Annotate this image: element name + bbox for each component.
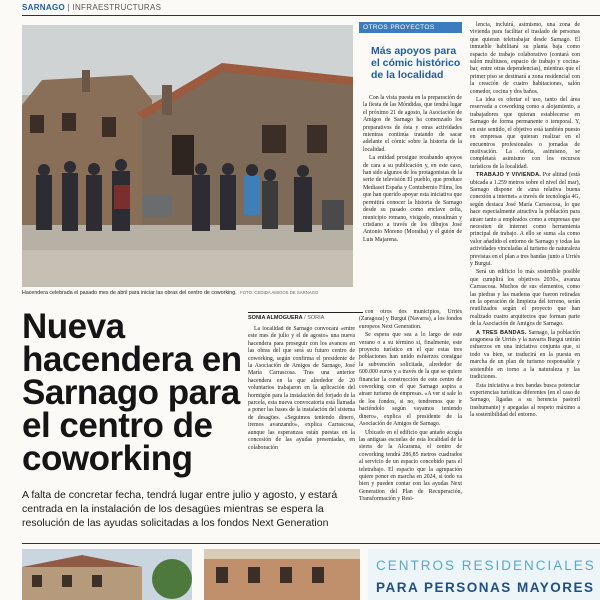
subsection-name: INFRAESTRUCTURAS — [72, 3, 162, 12]
sidebar-body — [363, 95, 462, 244]
article-column-b — [359, 309, 462, 539]
right-paragraph-section3 — [470, 330, 580, 382]
section-separator: | — [67, 3, 70, 12]
right-paragraph: Esta iniciativa a tres bandas busca potenciar experiencias turísticas diferentes (en el caso de Sarnago, ligadas a su herencia pastoril trashumante) y apegadas al respeto máximo a la sostenibilidad del entorno. — [470, 382, 580, 419]
byline — [248, 312, 363, 321]
top-rule — [22, 15, 600, 16]
bottom-photo-middle — [204, 549, 360, 600]
section3-lead: A TRES BANDAS. — [476, 329, 527, 336]
article-subhead: A falta de concretar fecha, tendrá lugar entre julio y agosto, y estará centrada en la instalación de los desagües mientras se espera la resolución de las ayudas solicitadas a los fondos Next Generation — [22, 489, 338, 529]
photo-village-crowd-icon — [22, 25, 353, 287]
photo-caption — [22, 290, 353, 296]
sidebar-paragraph: Con la vista puesta en la preparación de la fiesta de las Móndidas, que tendrá lugar el próximo 21 de agosto, la Asociación de Amigos de Sarnago ha comenzado los preparativos de ésta y otras actividades mientras continúa tratando de sacar adelante el cómic sobre la historia de la localidad. — [363, 95, 462, 153]
section2-lead: TRABAJO Y VIVIENDA. — [476, 172, 541, 179]
section3-text: Sarnago, la población aragonesa de Urriés y la navarra Burgui unirán esfuerzos en una iniciativa conjunta que, si todo va bien, se traducirá en la puesta en marcha de un plan de turismo responsable y sostenible en torno a la naturaleza y las tradiciones. — [470, 329, 580, 381]
article-headline: Nueva hacendera en Sarnago para el centro de coworking — [22, 307, 242, 478]
ad-line-1: CENTROS RESIDENCIALES — [376, 558, 596, 573]
main-photo — [22, 25, 353, 287]
ad-line-2: PARA PERSONAS MAYORES — [376, 580, 595, 595]
article-paragraph: Se espera que sea a lo largo de este verano o a su término si, finalmente, este proyecto turístico en el que estas tres poblaciones han unido esfuerzos consigue la subvención solicitada, alrededor de 600.000 euros y a través de la que se quiere financiar la construcción de este centro de coworking con el que Sarnago aspira a atraer turismo de empresas. «A ver si sale lo de los fondos, si no, tendremos que ir haciéndolo según vayamos teniendo dinero», explica el presidente de la Asociación de Amigos de Sarnago. — [359, 332, 462, 428]
photo-building-icon — [22, 549, 192, 600]
bottom-rule — [22, 543, 600, 544]
section2-text: Por altitud (está ubicada a 1.259 metros sobre el nivel del mar), Sarnago dispone de «una relativa buena conexión a internet» a través de tecnología 4G, según destaca José María Carrascosa, lo que hace especialmente atractiva la población para atraer tanto a empleados como a empresas que necesiten de internet como herramienta principal de trabajo. A ello se suma «la como valor añadido el entorno de Sarnago y todas las actividades vinculadas al turismo de naturaleza previstas en el plan a tres bandas junto a Urriés y Burgui. — [470, 172, 580, 267]
article-paragraph: La localidad de Sarnago convocará «entre este mes de julio y el de agosto» una nueva hacendera para proseguir con los avances en las obras del que será su futuro centro de coworking, según confirma el presidente de la Asociación de Amigos de Sarnago, José María Carrascosa. Tras una anterior hacendera en la que alrededor de 20 voluntarios trabajaron en la aplicación del hormigón para la instalación del forjado de la parcela, esta nueva convocatoria está llamada a poner las bases de la instalación del sistema de desagües. «Seguimos teniendo dinero, iremos avanzando», explica Carrascosa, aunque las esperanzas están puestas en la concesión de las ayudas presentadas, en colaboración — [248, 326, 355, 451]
article-paragraph: Ubicado en el edificio que antaño acogía las antiguas escuelas de esta localidad de la sierra de la Alcarama, el centro de coworking tendrá 286,85 metros cuadrados al servicio de un espacio concebido para el teletrabajo. El espacio que la agrupación quiere poner en marcha en 2024, si todo va bien y pueden contar con las ayudas Next Generation del Plan de Recuperación, Transformación y Resi- — [359, 429, 462, 503]
photo-credit: FOTO: CEDIDA AMIGOS DE SARNAGO — [240, 290, 319, 295]
byline-author: SONIA ALMOGUERA — [248, 315, 303, 321]
byline-place: SORIA — [307, 315, 325, 321]
sidebar-box — [359, 22, 462, 322]
advertisement[interactable] — [368, 549, 600, 600]
article-column-a — [248, 326, 355, 478]
section-name: SARNAGO — [22, 3, 65, 12]
byline-separator: / — [304, 315, 306, 321]
caption-text: Hacendera celebrada el pasado mes de abril para iniciar las obras del centro de coworking. — [22, 290, 237, 296]
right-paragraph: lencia, incluirá, asimismo, una zona de vivienda para facilitar el traslado de personas que quieran teletrabajar desde Sarnago. El inmueble habilitará su planta baja como espacio de trabajo colaborativo (contará con salón multiusos, espacio de trabajo y cocina-bar, entre otras dependencias), mientras que el primer piso se destinará a zona residencial con la creación de cuatro habitaciones, salón comedor, cocina y dos baños. — [470, 22, 580, 95]
section-header — [22, 3, 161, 12]
right-column — [470, 22, 580, 421]
photo-facade-icon — [204, 549, 360, 600]
sidebar-tag: OTROS PROYECTOS — [359, 22, 462, 33]
right-paragraph: La idea es ofertar el uso, tanto del área reservada a coworking como a alojamiento, a trabajadores que quieran establecerse en Sarnago de forma permanente o temporal. Y, en este sentido, el objetivo está también puesto en empresas que quieran realizar en el encuentros profesionales o jornadas de motivación. La oferta, asimismo, se completará asimismo con los recursos turísticos de la localidad. — [470, 97, 580, 170]
sidebar-title: Más apoyos para el cómic histórico de la localidad — [371, 45, 461, 81]
sidebar-paragraph: La entidad prosigue recabando apoyos de cara a su publicación y, en este caso, han sido algunos de los protagonistas de la serie de televisión El pueblo, que produce Mediaset España y Contubernio Films, los que han querido apoyar esta iniciativa que permitirá conocer la historia de Sarnago desde su pasado como enclave celta, municipio romano, visigodo, musulmán y cristiano a través de los dibujos José Antonio Moreno (Moratha) y el guión de Luis Majarena. — [363, 155, 462, 243]
article-paragraph: con otros dos municipios, Urriés (Zaragoza) y Burgui (Navarra), a los fondos europeos Next Generation. — [359, 309, 462, 330]
right-paragraph-section2 — [470, 172, 580, 268]
bottom-photo-left — [22, 549, 192, 600]
right-paragraph: Será un edificio lo más sostenible posible que cumplirá los objetivos 2030», avanza Carrascosa. Muchos de sus elementos, como las piedras y las maderas que fueron retiradas en la operación de limpieza del terreno, serán reutilizados según el proyecto que han realizado cuatro arquitectos que forman parte de la Asociación de Amigos de Sarnago. — [470, 269, 580, 328]
